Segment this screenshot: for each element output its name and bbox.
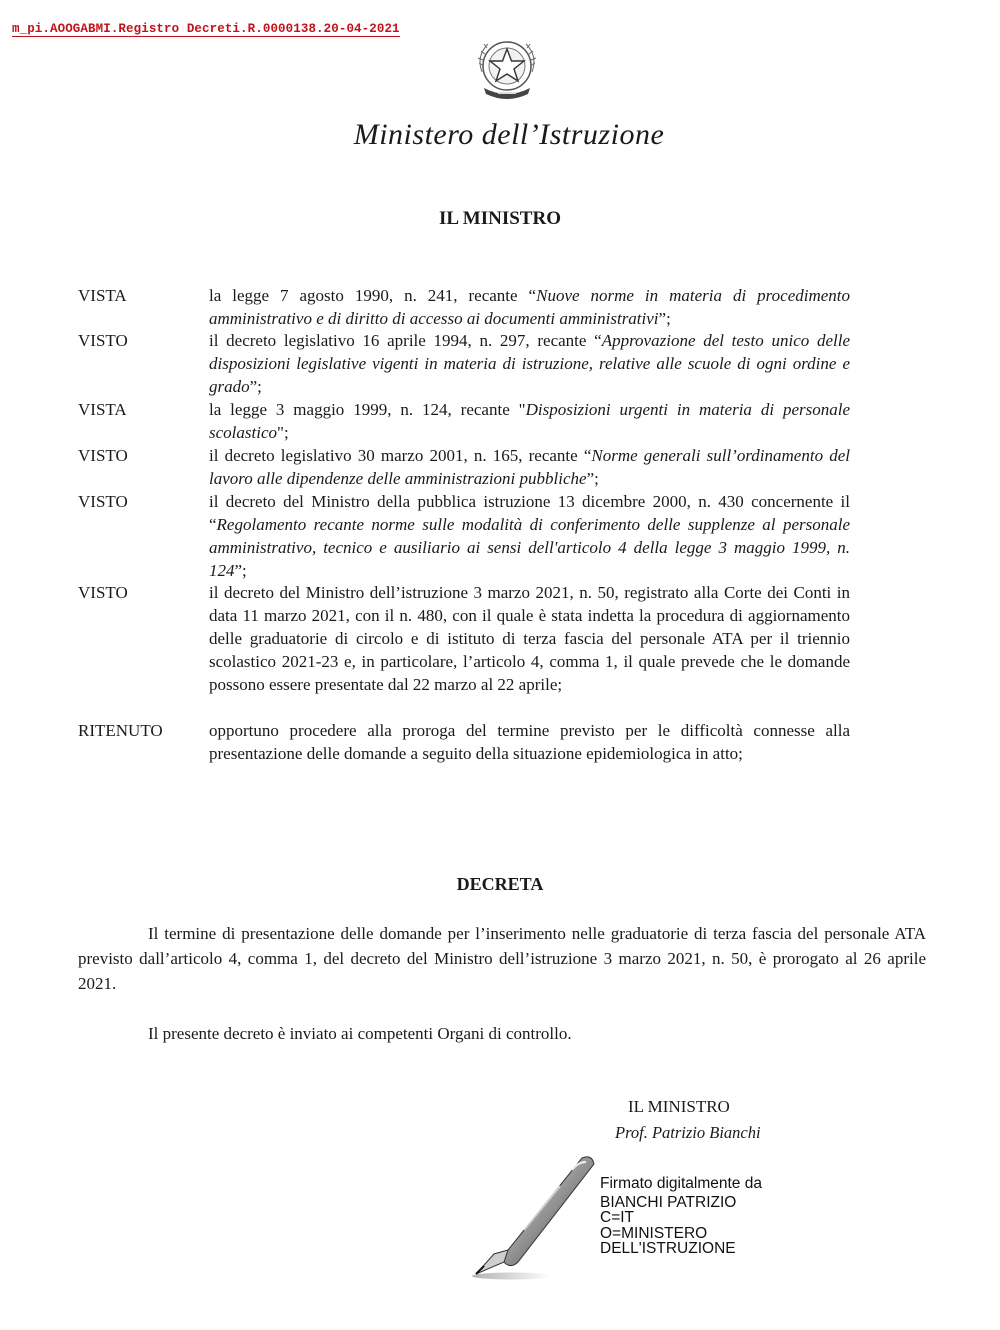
digital-signature-line: BIANCHI PATRIZIO [600, 1193, 737, 1211]
premise-item [78, 581, 850, 696]
premise-text: la legge 3 maggio 1999, n. 124, recante " [209, 400, 526, 419]
premise-title: Nuove norme in materia di procedimento amministrativo e di diritto di accesso ai documenti amministrativi [209, 286, 851, 328]
premise-keyword: VISTO [78, 492, 128, 511]
premise-item [78, 398, 850, 444]
premise-item [78, 284, 850, 330]
premise-end: ”; [234, 561, 247, 580]
premise-end: ”; [658, 309, 671, 328]
premise-text: il decreto legislativo 16 aprile 1994, n. 297, recante “ [209, 331, 602, 350]
premise-keyword: VISTO [78, 446, 128, 465]
premise-item [78, 329, 850, 398]
premise-title: Approvazione del testo unico delle disposizioni legislative vigenti in materia di istruzione, relative alle scuole di ogni ordine e grado [209, 331, 850, 396]
premise-end: ”; [586, 469, 599, 488]
premise-title: Norme generali sull’ordinamento del lavoro alle dipendenze delle amministrazioni pubbliche [209, 446, 850, 488]
decree-paragraph: Il presente decreto è inviato ai competenti Organi di controllo. [148, 1024, 572, 1043]
premise-keyword: VISTA [78, 400, 127, 419]
protocol-number: m_pi.AOOGABMI.Registro Decreti.R.0000138.20-04-2021 [12, 22, 400, 36]
signature-name: Prof. Patrizio Bianchi [615, 1123, 761, 1142]
pen-icon [464, 1150, 604, 1285]
premise-text: il decreto legislativo 30 marzo 2001, n. 165, recante “ [209, 446, 592, 465]
signature-title: IL MINISTRO [628, 1097, 730, 1116]
premise-title: Disposizioni urgenti in materia di personale scolastico [209, 400, 850, 442]
premise-keyword: RITENUTO [78, 721, 163, 740]
italian-republic-emblem-icon [472, 36, 542, 104]
ministry-name: Ministero dell’Istruzione [353, 118, 665, 151]
premise-keyword: VISTA [78, 286, 127, 305]
decree-paragraph: Il termine di presentazione delle domande per l’inserimento nelle graduatorie di terza fascia del personale ATA previsto dall’articolo 4, comma 1, del decreto del Ministro dell’istruzione 3 marzo 2021, n. 50, è prorogato al 26 aprile 2021. [78, 924, 926, 993]
digital-signature-line: O=MINISTERO [600, 1224, 708, 1242]
premise-item [78, 444, 850, 490]
digital-signature-line: Firmato digitalmente da [600, 1175, 762, 1192]
digital-signature-line: C=IT [600, 1209, 635, 1226]
premise-text: il decreto del Ministro della pubblica istruzione 13 dicembre 2000, n. 430 concernente il “ [209, 492, 850, 534]
digital-signature-block [600, 1176, 860, 1257]
premise-item [78, 719, 850, 765]
premise-text: opportuno procedere alla proroga del termine previsto per le difficoltà connesse alla presentazione delle domande a seguito della situazione epidemiologica in atto; [209, 721, 850, 763]
premise-text: il decreto del Ministro dell’istruzione 3 marzo 2021, n. 50, registrato alla Corte dei Conti in data 11 marzo 2021, con il n. 480, con il quale è stata indetta la procedura di aggiornamento delle graduatorie di circolo e di istituto di terza fascia del personale ATA per il triennio scolastico 2021-23 e, in particolare, l’articolo 4, comma 1, il quale prevede che le domande possono essere presentate dal 22 marzo al 22 aprile; [209, 583, 850, 694]
premise-end: ”; [249, 377, 262, 396]
premise-title: Regolamento recante norme sulle modalità di conferimento delle supplenze al personale amministrativo, tecnico e ausiliario ai sensi dell'articolo 4 della legge 3 maggio 1999, n. 124 [209, 515, 850, 580]
premise-end: "; [277, 423, 289, 442]
premise-text: la legge 7 agosto 1990, n. 241, recante “ [209, 286, 537, 305]
digital-signature-line: DELL'ISTRUZIONE [600, 1240, 736, 1257]
document-title: IL MINISTRO [439, 208, 561, 229]
premise-keyword: VISTO [78, 583, 128, 602]
decreta-heading: DECRETA [456, 874, 544, 894]
premise-item [78, 490, 850, 582]
premise-keyword: VISTO [78, 331, 128, 350]
